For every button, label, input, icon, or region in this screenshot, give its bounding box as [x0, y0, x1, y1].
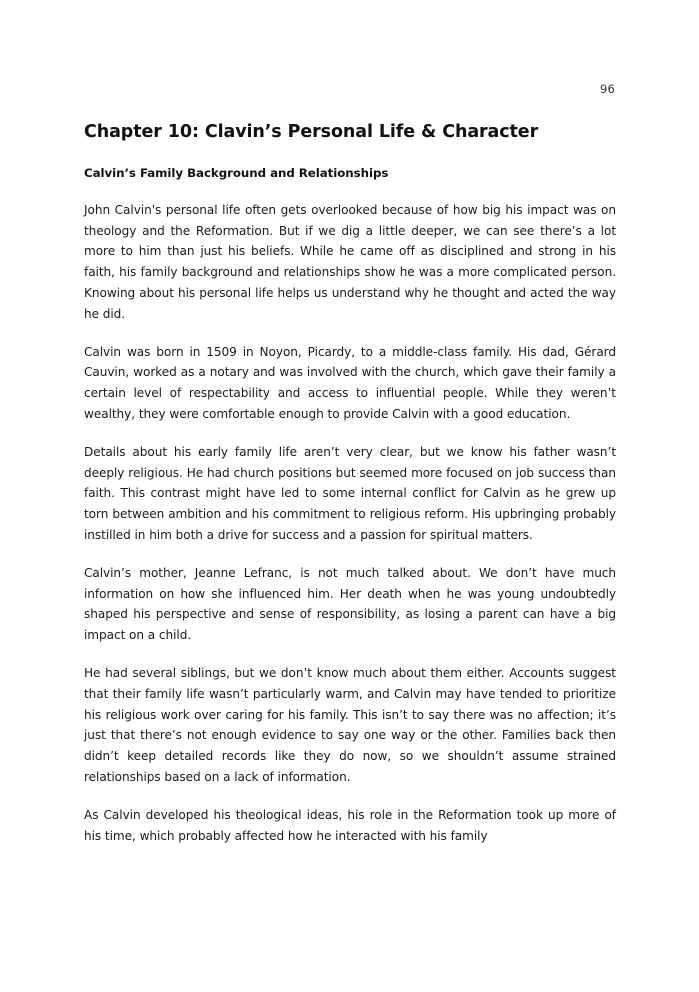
- body-paragraph: He had several siblings, but we don’t know much about them either. Accounts suggest that their family life wasn’t particularly warm, and Calvin may have tended to prioritize his religious work over caring for his family. This isn’t to say there was no affection; it’s just that there’s not enough evidence to say one way or the other. Families back then didn’t keep detailed records like they do now, so we shouldn’t assume strained relationships based on a lack of information.: [84, 666, 616, 784]
- body-paragraph: John Calvin's personal life often gets overlooked because of how big his impact was on theology and the Reformation. But if we dig a little deeper, we can see there’s a lot more to him than just his beliefs. While he came off as disciplined and strong in his faith, his family background and relationships show he was a more complicated person. Knowing about his personal life helps us understand why he thought and acted the way he did.: [84, 202, 616, 321]
- body-paragraph: Calvin’s mother, Jeanne Lefranc, is not much talked about. We don’t have much information on how she influenced him. Her death when he was young undoubtedly shaped his perspective and sense of responsibility, as losing a parent can have a big impact on a child.: [84, 565, 616, 643]
- body-paragraph: Details about his early family life aren’t very clear, but we know his father wasn’t deeply religious. He had church positions but seemed more focused on job success than faith. This contrast might have led to some internal conflict for Calvin as he grew up torn between ambition and his commitment to religious reform. His upbringing probably instilled in him both a drive for success and a passion for spiritual matters.: [84, 444, 616, 543]
- page-content: [84, 122, 616, 846]
- body-paragraph: Calvin was born in 1509 in Noyon, Picardy, to a middle-class family. His dad, Gérard Cauvin, worked as a notary and was involved with the church, which gave their family a certain level of respectability and access to influential people. While they weren’t wealthy, they were comfortable enough to provide Calvin with a good education.: [84, 344, 616, 422]
- body-paragraph: As Calvin developed his theological ideas, his role in the Reformation took up more of his time, which probably affected how he interacted with his family: [84, 807, 616, 843]
- page-number: 96: [599, 82, 615, 96]
- chapter-title: Chapter 10: Clavin’s Personal Life & Character: [84, 122, 539, 142]
- section-heading: Calvin’s Family Background and Relationships: [84, 165, 389, 180]
